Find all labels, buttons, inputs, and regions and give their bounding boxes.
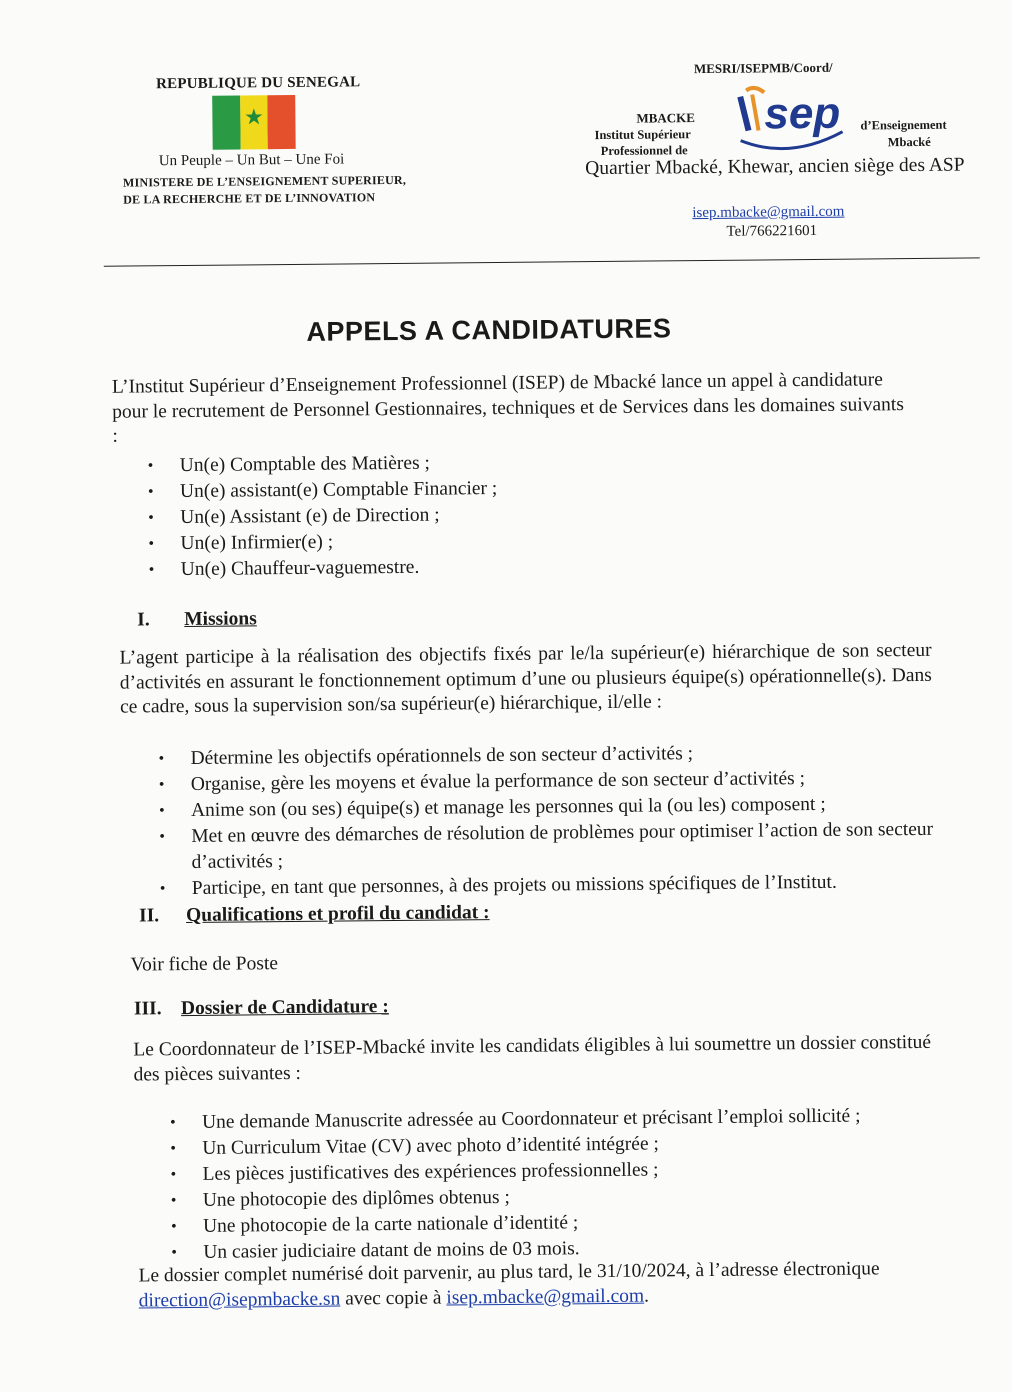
list-item: • Une photocopie des diplômes obtenus ; [171,1182,862,1215]
institute-name-line4: Mbacké [887,134,931,150]
direction-email-link[interactable]: direction@isepmbacke.sn [138,1288,341,1311]
bullet-icon: • [170,1218,177,1236]
senegal-flag [212,95,296,150]
list-item: • Une photocopie de la carte nationale d’identité ; [171,1208,862,1241]
list-item: • Organise, gère les moyens et évalue la performance de son secteur d’activités ; [159,765,949,799]
positions-list [148,450,499,583]
list-item: • Met en œuvre des démarches de résolution de problèmes pour optimiser l’action de son secteur d’activités ; [159,818,934,873]
institute-name-line3: d’Enseignement [860,117,947,133]
list-item: • Détermine les objectifs opérationnels de son secteur d’activités ; [158,739,948,773]
closing-paragraph: Le dossier complet numérisé doit parvenir, au plus tard, le 31/10/2024, à l’adresse électronique direction@isepmbacke.sn avec copie à isep.mbacke@gmail.com. [138,1258,880,1311]
ministry-name: MINISTERE DE L’ENSEIGNEMENT SUPERIEUR, DE LA RECHERCHE ET DE L’INNOVATION [122,172,407,207]
logo-text: sep [764,88,841,139]
missions-list [158,739,949,903]
institute-name-line2: Professionnel de [600,143,688,159]
bullet-icon: • [159,880,166,898]
institute-address: Quartier Mbacké, Khewar, ancien siège des ASP [585,154,965,180]
section-qualifications-heading: II. Qualifications et profil du candidat : [138,902,490,927]
dossier-paragraph: Le Coordonnateur de l’ISEP-Mbacké invite les candidats éligibles à lui soumettre un dossier constitué des pièces suivantes : [133,1031,932,1086]
list-item: • Un(e) Chauffeur-vaguemestre. [149,554,499,583]
bullet-icon: • [159,828,165,846]
list-item: • Participe, en tant que personnes, à des projets ou missions spécifiques de l’Institut. [160,869,950,903]
institute-name-line1: Institut Supérieur [594,127,691,143]
bullet-icon: • [170,1140,176,1158]
intro-paragraph: L’Institut Supérieur d’Enseignement Professionnel (ISEP) de Mbacké lance un appel à candidature pour le recrutement de Personnel Gestionnaires, techniques et de Services dans les domaines suivants : [111,369,904,447]
telephone: Tel/766221601 [726,222,818,240]
bullet-icon: • [170,1192,177,1210]
missions-paragraph: L’agent participe à la réalisation des objectifs fixés par le/la supérieur(e) hiérarchique de son secteur d’activités en assurant le fonctionnement optimum d’une ou plusieurs équipe(s) opérationnelle(s). Dans ce cadre, sous la supervision son/sa supérieur(e) hiérarchique, il/elle : [119,639,932,718]
bullet-icon: • [158,776,165,794]
bullet-icon: • [148,509,154,527]
list-item: • Un(e) Assistant (e) de Direction ; [148,502,498,531]
list-item: • Une demande Manuscrite adressée au Coordonnateur et précisant l’emploi sollicité ; [170,1104,861,1137]
national-motto: Un Peuple – Un But – Une Foi [158,151,345,170]
bullet-icon: • [171,1244,177,1262]
bullet-icon: • [170,1166,177,1184]
reference-number: MESRI/ISEPMB/Coord/ [693,59,833,77]
section-dossier-heading: III. Dossier de Candidature : [133,996,389,1020]
bullet-icon: • [158,750,165,768]
list-item: • Un casier judiciaire datant de moins de 03 mois. [171,1234,862,1267]
institute-city: MBACKE [636,110,695,126]
star-icon: ★ [243,104,264,130]
list-item: • Anime son (ou ses) équipe(s) et manage les personnes qui la (ou les) composent ; [159,791,949,825]
bullet-icon: • [147,457,154,475]
dossier-list [170,1104,862,1267]
qualifications-text: Voir fiche de Poste [130,953,279,976]
copy-email-link[interactable]: isep.mbacke@gmail.com [446,1285,645,1309]
page-title: APPELS A CANDIDATURES [306,313,672,347]
list-item: • Un(e) Comptable des Matières ; [148,450,498,479]
bullet-icon: • [147,483,154,501]
list-item: • Les pièces justificatives des expériences professionnelles ; [170,1156,861,1189]
republic-heading: REPUBLIQUE DU SENEGAL [155,74,361,93]
isep-logo [734,82,850,158]
bullet-icon: • [169,1114,176,1132]
list-item: • Un(e) assistant(e) Comptable Financier ; [148,476,498,505]
list-item: • Un Curriculum Vitae (CV) avec photo d’identité intégrée ; [170,1130,861,1163]
bullet-icon: • [158,802,165,820]
list-item: • Un(e) Infirmier(e) ; [148,528,498,557]
section-missions-heading: I. Missions [137,608,257,631]
header-email-link[interactable]: isep.mbacke@gmail.com [692,203,845,222]
bullet-icon: • [148,535,155,553]
bullet-icon: • [148,561,155,579]
header-divider [104,257,980,266]
